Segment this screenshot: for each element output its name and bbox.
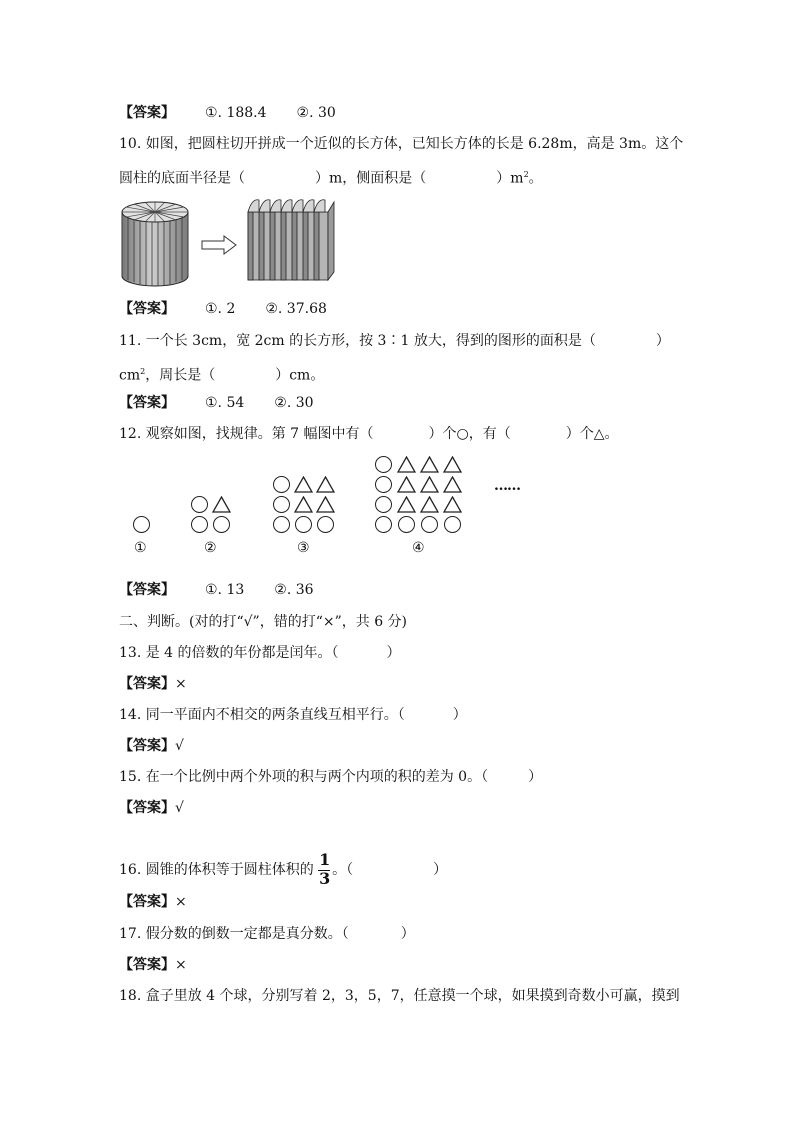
answer-line-q17 [119, 955, 187, 975]
triangle-icon [316, 476, 335, 493]
circle-icon [213, 516, 230, 533]
answer-line-q13 [119, 674, 187, 694]
answer-label: 【答案】 [119, 301, 175, 317]
q13-close: ） [386, 645, 401, 661]
q11-unit: cm [119, 367, 141, 384]
q15-text: 15. 在一个比例中两个外项的积与两个内项的积的差为 0。（ [119, 769, 489, 785]
question-10-line-1: 10. 如图，把圆柱切开拼成一个近似的长方体，已知长方体的长是 6.28m，高是 3m。这个 [119, 136, 684, 152]
triangle-icon [420, 496, 439, 513]
answer-2: ②. 30 [296, 105, 336, 121]
q10-sup: 2 [523, 170, 529, 179]
answer-2: ②. 36 [274, 582, 314, 598]
answer-label: 【答案】 [119, 105, 175, 121]
circle-icon [444, 516, 461, 533]
answer-label: 【答案】 [119, 395, 175, 411]
question-16 [119, 850, 448, 888]
q16-text: 16. 圆锥的体积等于圆柱体积的 [119, 862, 314, 878]
answer-2: ②. 37.68 [265, 301, 327, 317]
circle-icon [191, 496, 208, 513]
circle-icon [273, 496, 290, 513]
answer-label: 【答案】 [119, 676, 175, 692]
answer-1: ①. 13 [205, 582, 245, 598]
triangle-icon [443, 456, 462, 473]
cylinder-to-cuboid-figure [118, 192, 340, 290]
figure-label-2: ② [204, 540, 217, 556]
q11-text-c: ）cm。 [275, 367, 325, 384]
q11-text-b2: ，周长是（ [145, 367, 216, 384]
cylinder-shape [122, 202, 188, 286]
triangle-icon [420, 456, 439, 473]
q16-after: 。（ [332, 862, 354, 878]
q15-close: ） [528, 769, 543, 785]
answer-mark: √ [175, 800, 184, 816]
cuboid-shape [248, 200, 334, 280]
circle-icon [421, 516, 438, 533]
triangle-icon [294, 496, 313, 513]
circle-icon [375, 476, 392, 493]
circle-icon [191, 516, 208, 533]
q14-close: ） [452, 707, 467, 723]
q10-text-d: 。 [528, 170, 543, 187]
answer-line-q10 [119, 299, 327, 319]
triangle-icon [443, 496, 462, 513]
q12-text-c: ）个△。 [565, 426, 619, 442]
q12-text-a: 12. 观察如图，找规律。第 7 幅图中有（ [119, 426, 374, 442]
question-11-line-2 [119, 362, 324, 386]
question-14 [119, 705, 467, 725]
answer-line-q11 [119, 393, 314, 413]
circle-icon [375, 496, 392, 513]
answer-mark: × [175, 894, 187, 910]
answer-1: ①. 188.4 [205, 105, 267, 121]
arrow-icon [202, 236, 236, 254]
q10-text-b: ）m，侧面积是（ [315, 170, 427, 187]
answer-1: ①. 2 [205, 301, 236, 317]
triangle-icon [212, 496, 231, 513]
circle-icon [295, 516, 312, 533]
q12-text-b: ）个○，有（ [428, 426, 511, 442]
q11-text-b: ） [655, 333, 670, 349]
q10-text-c: ）m [496, 170, 524, 187]
q17-close: ） [400, 926, 415, 942]
answer-label: 【答案】 [119, 582, 175, 598]
question-12-line-1 [119, 424, 619, 444]
triangle-icon [397, 496, 416, 513]
q14-text: 14. 同一平面内不相交的两条直线互相平行。（ [119, 707, 405, 723]
section-heading-judgement: 二、判断。(对的打“√”，错的打“×”，共 6 分) [119, 614, 408, 630]
question-13 [119, 643, 401, 663]
answer-line-q12 [119, 580, 314, 600]
answer-mark: × [175, 676, 187, 692]
question-18: 18. 盒子里放 4 个球，分别写着 2，3，5，7，任意摸一个球，如果摸到奇数小可赢，摸到 [119, 988, 680, 1004]
question-10-line-2 [119, 165, 543, 189]
question-17 [119, 924, 415, 944]
figure-label-4: ④ [412, 540, 425, 556]
circle-icon [317, 516, 334, 533]
circle-icon [375, 456, 392, 473]
answer-line-q9 [119, 103, 336, 123]
answer-label: 【答案】 [119, 738, 175, 754]
q10-text-a: 圆柱的底面半径是（ [119, 170, 245, 187]
answer-mark: × [175, 957, 187, 973]
answer-line-q16 [119, 892, 187, 912]
q11-sup: 2 [140, 367, 146, 376]
answer-1: ①. 54 [205, 395, 245, 411]
circle-icon [273, 516, 290, 533]
q17-text: 17. 假分数的倒数一定都是真分数。（ [119, 926, 349, 942]
circle-icon [133, 516, 150, 533]
circle-icon [398, 516, 415, 533]
triangle-icon [397, 456, 416, 473]
ellipsis: …… [494, 478, 520, 494]
triangle-icon [316, 496, 335, 513]
q13-text: 13. 是 4 的倍数的年份都是闰年。（ [119, 645, 339, 661]
q11-text-a: 11. 一个长 3cm，宽 2cm 的长方形，按 3∶1 放大，得到的图形的面积是（ [119, 333, 596, 349]
figure-label-3: ③ [297, 540, 310, 556]
answer-label: 【答案】 [119, 800, 175, 816]
circle-icon [375, 516, 392, 533]
triangle-icon [420, 476, 439, 493]
answer-label: 【答案】 [119, 894, 175, 910]
answer-label: 【答案】 [119, 957, 175, 973]
answer-mark: √ [175, 738, 184, 754]
question-11-line-1 [119, 331, 670, 351]
fraction-denominator: 3 [319, 869, 331, 888]
circle-icon [273, 476, 290, 493]
fraction-numerator: 1 [319, 850, 331, 869]
q16-close: ） [433, 862, 448, 878]
triangle-icon [294, 476, 313, 493]
answer-line-q15 [119, 798, 184, 818]
triangle-icon [443, 476, 462, 493]
triangle-icon [397, 476, 416, 493]
figure-label-1: ① [134, 540, 147, 556]
question-15 [119, 767, 542, 787]
answer-2: ②. 30 [274, 395, 314, 411]
answer-line-q14 [119, 736, 184, 756]
